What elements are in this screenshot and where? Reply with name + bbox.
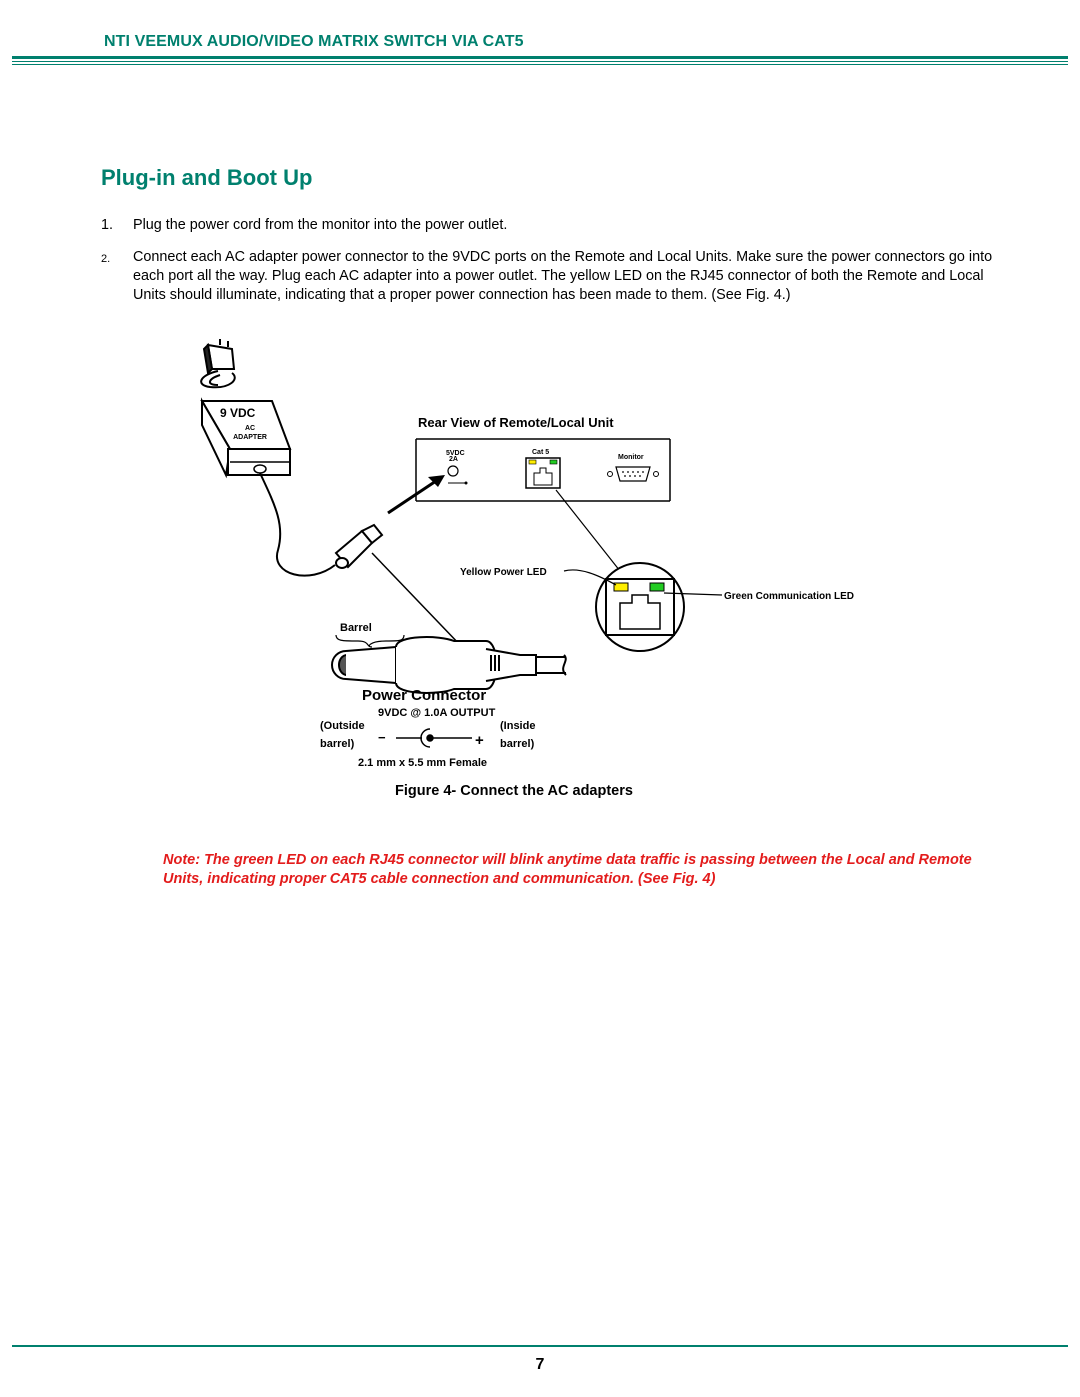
adapter-cable <box>260 473 335 576</box>
plus-sign: + <box>475 732 484 749</box>
rj45-zoom <box>596 563 684 651</box>
header-rule-thin-2 <box>12 64 1068 65</box>
step-number: 2. <box>101 253 111 265</box>
port-cat5-label: Cat 5 <box>532 449 550 456</box>
outside-label: (Outside <box>320 720 365 732</box>
power-connector-title: Power Connector <box>362 687 487 704</box>
rear-panel <box>416 439 670 501</box>
inside-label: (Inside <box>500 720 536 732</box>
yellow-led-icon <box>614 583 628 591</box>
step-text: Connect each AC adapter power connector to the 9VDC ports on the Remote and Local Units. Make sure the power connectors go into each port all the way. Plug each AC adapter into a power outlet. The yellow LED on the RJ45 connector of both the Remote and Local Units should illuminate, indicating that a proper power connection has been made to them. (See Fig. 4.) <box>133 249 993 303</box>
yellow-led-label: Yellow Power LED <box>460 567 547 578</box>
mini-green-led <box>550 460 557 464</box>
minus-sign: − <box>378 730 386 745</box>
barrel-connector-icon <box>332 637 566 693</box>
adapter-adapter-label: ADAPTER <box>233 434 267 441</box>
rear-view-title: Rear View of Remote/Local Unit <box>418 415 614 430</box>
port-monitor-label: Monitor <box>618 454 644 461</box>
section-title: Plug-in and Boot Up <box>101 165 313 190</box>
port-2a-label: 2A <box>449 456 458 463</box>
outside-label-2: barrel) <box>320 738 355 750</box>
inside-label-2: barrel) <box>500 738 535 750</box>
vga-port-icon <box>616 467 650 481</box>
wall-plug-icon <box>201 339 235 387</box>
mini-yellow-led <box>529 460 536 464</box>
grip-pattern <box>490 655 500 671</box>
connection-diagram <box>190 335 910 775</box>
green-led-icon <box>650 583 664 591</box>
barrel-label: Barrel <box>340 622 372 634</box>
step-number: 1. <box>101 217 114 233</box>
header-rule-thin <box>12 61 1068 62</box>
footer-rule <box>12 1345 1068 1347</box>
header-rule-thick <box>12 56 1068 59</box>
dc-port-icon <box>448 466 458 476</box>
step-text: Plug the power cord from the monitor into the power outlet. <box>133 217 508 233</box>
adapter-ac-label: AC <box>244 425 256 432</box>
ac-adapter-icon <box>202 401 290 475</box>
document-header-title: NTI VEEMUX AUDIO/VIDEO MATRIX SWITCH VIA CAT5 <box>104 33 524 50</box>
output-spec: 9VDC @ 1.0A OUTPUT <box>378 707 496 719</box>
adapter-voltage-label: 9 VDC <box>220 406 256 420</box>
port-5vdc-label: 5VDC <box>446 450 465 457</box>
dc-plug-icon <box>336 525 382 568</box>
green-led-label: Green Communication LED <box>724 591 855 602</box>
figure-caption: Figure 4- Connect the AC adapters <box>395 783 633 799</box>
page-number: 7 <box>535 1356 545 1373</box>
size-spec: 2.1 mm x 5.5 mm Female <box>358 757 488 769</box>
polarity-symbol-icon <box>396 729 472 747</box>
note-paragraph: Note: The green LED on each RJ45 connector will blink anytime data traffic is passing between the Local and Remote Units, indicating proper CAT5 cable connection and communication. (See Fig. 4) <box>163 852 972 887</box>
